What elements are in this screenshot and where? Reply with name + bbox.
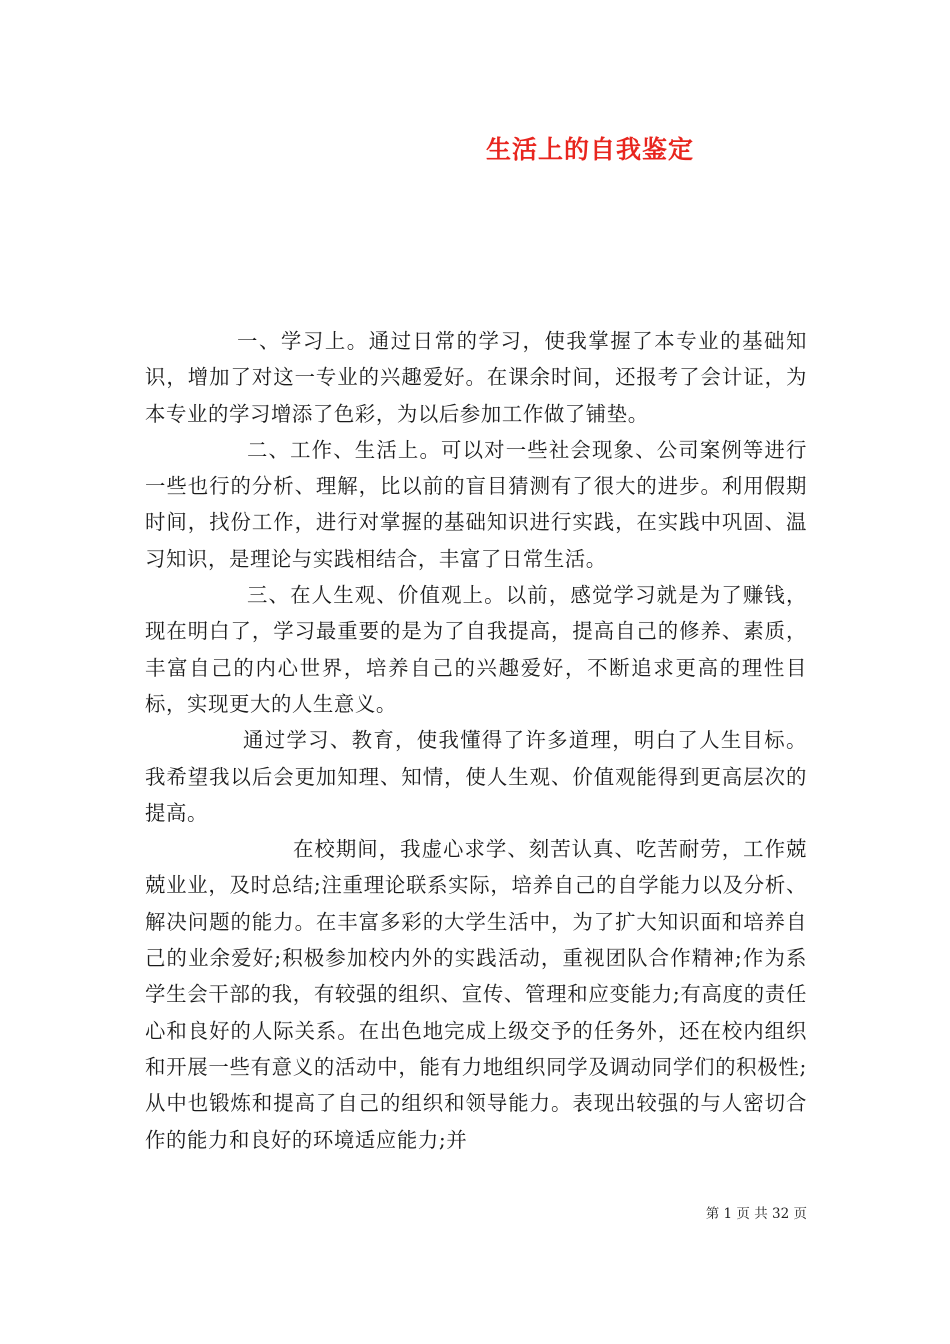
- paragraph-school-period: 在校期间，我虚心求学、刻苦认真、吃苦耐劳，工作兢兢业业，及时总结;注重理论联系实际，培养自己的自学能力以及分析、解决问题的能力。在丰富多彩的大学生活中，为了扩大知识面和培养自己的业余爱好;积极参加校内外的实践活动，重视团队合作精神;作为系学生会干部的我，有较强的组织、宣传、管理和应变能力;有高度的责任心和良好的人际关系。在出色地完成上级交予的任务外，还在校内组织和开展一些有意义的活动中，能有力地组织同学及调动同学们的积极性;从中也锻炼和提高了自己的组织和领导能力。表现出较强的与人密切合作的能力和良好的环境适应能力;并: [145, 837, 807, 1152]
- document-body: [145, 323, 807, 1158]
- page-number: 第 1 页 共 32 页: [705, 1206, 807, 1222]
- paragraph-study: 一、学习上。通过日常的学习，使我掌握了本专业的基础知识，增加了对这一专业的兴趣爱好。在课余时间，还报考了会计证，为本专业的学习增添了色彩，为以后参加工作做了铺垫。: [145, 329, 807, 426]
- paragraph-education: 通过学习、教育，使我懂得了许多道理，明白了人生目标。我希望我以后会更加知理、知情，使人生观、价值观能得到更高层次的提高。: [145, 728, 807, 825]
- paragraph-values: 三、在人生观、价值观上。以前，感觉学习就是为了赚钱，现在明白了，学习最重要的是为了自我提高，提高自己的修养、素质，丰富自己的内心世界，培养自己的兴趣爱好，不断追求更高的理性目标，实现更大的人生意义。: [145, 583, 807, 716]
- page-title: 生活上的自我鉴定: [485, 135, 694, 164]
- paragraph-work-life: 二、工作、生活上。可以对一些社会现象、公司案例等进行一些也行的分析、理解，比以前的盲目猜测有了很大的进步。利用假期时间，找份工作，进行对掌握的基础知识进行实践，在实践中巩固、温习知识，是理论与实践相结合，丰富了日常生活。: [145, 437, 807, 571]
